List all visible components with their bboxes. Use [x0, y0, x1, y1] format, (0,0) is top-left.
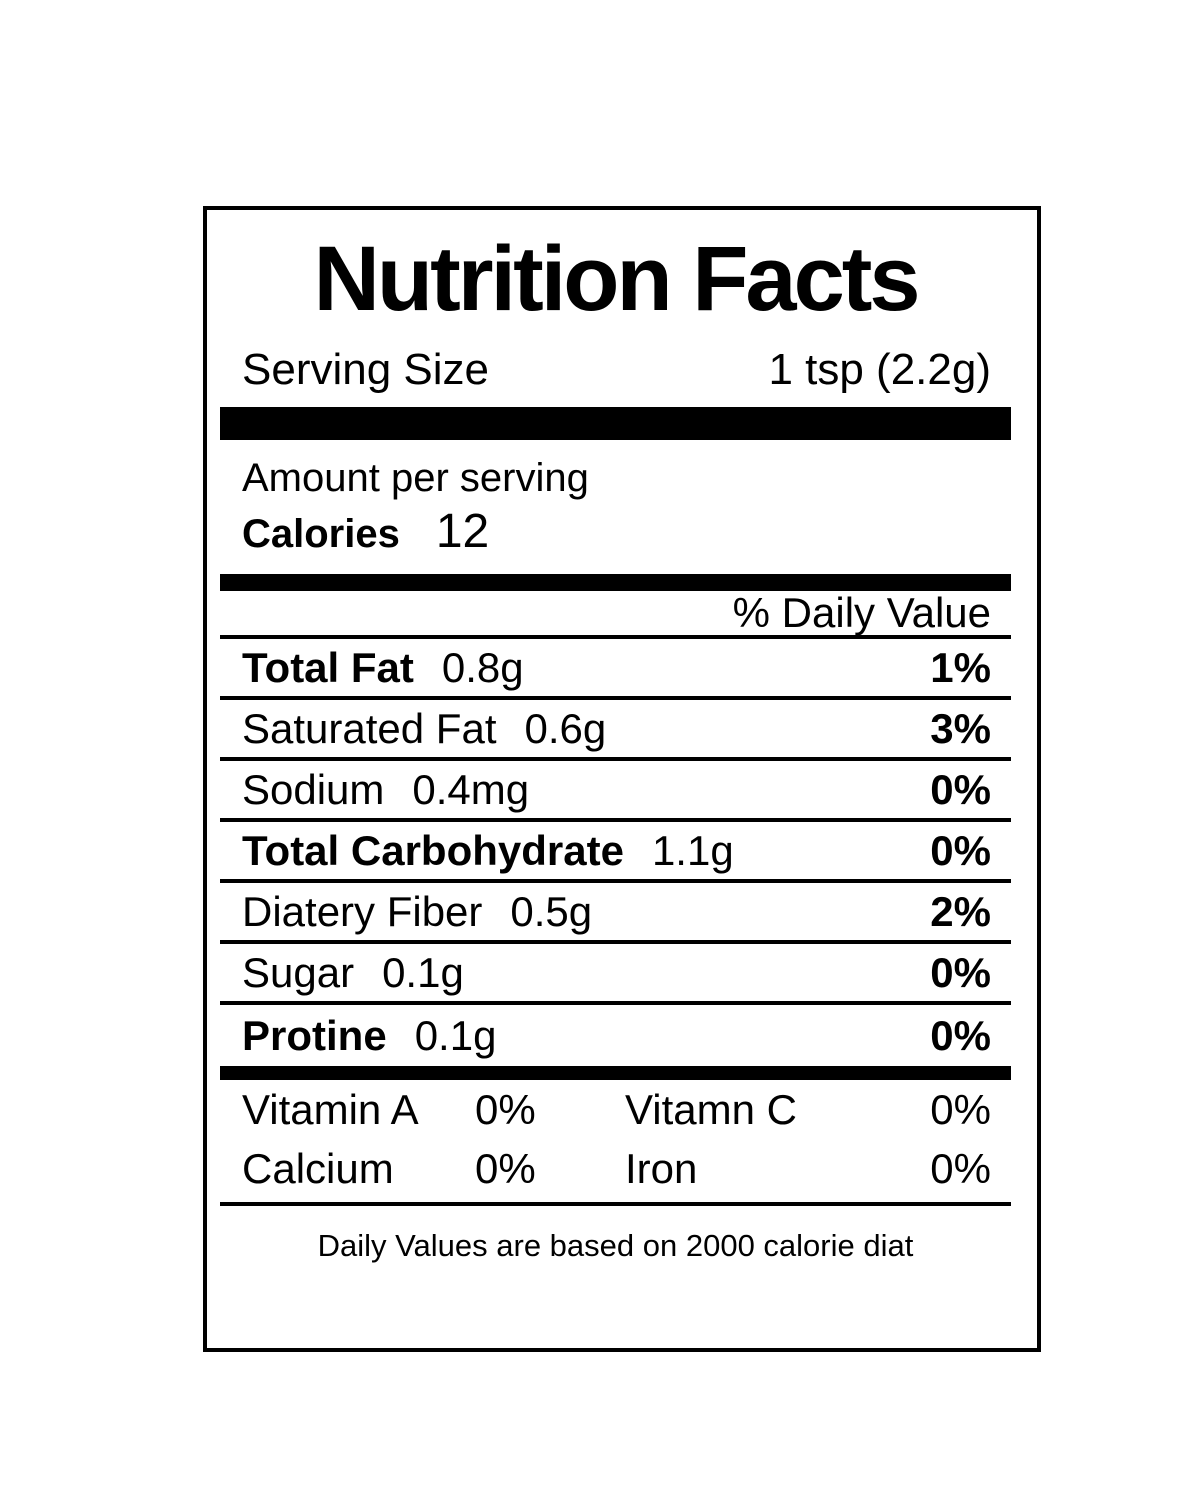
label-content: [220, 230, 1011, 1264]
nutrient-row-dietary-fiber: [220, 883, 1011, 944]
micronutrient-row-2: [220, 1139, 1011, 1198]
micronutrient-value: 0%: [930, 1085, 991, 1133]
nutrient-row-sugar: [220, 944, 1011, 1005]
micronutrient-value: 0%: [930, 1144, 991, 1192]
nutrient-name-group: [242, 1012, 496, 1060]
nutrient-amount: 0.8g: [441, 643, 524, 691]
daily-value-heading-row: [220, 591, 1011, 639]
micronutrient-name: Vitamin A: [242, 1085, 419, 1133]
nutrient-row-saturated-fat: [220, 700, 1011, 761]
nutrient-row-total-carbohydrate: [220, 822, 1011, 883]
nutrient-name-group: [242, 766, 529, 814]
nutrient-daily-value: 1%: [930, 643, 991, 691]
nutrient-row-sodium: [220, 761, 1011, 822]
nutrient-amount: 0.4mg: [412, 765, 530, 813]
nutrient-name-group: [242, 644, 524, 692]
nutrient-amount: 1.1g: [651, 826, 734, 874]
nutrient-daily-value: 0%: [930, 948, 991, 996]
micronutrient-name: Vitamn C: [625, 1085, 797, 1133]
thick-rule-bottom: [220, 1066, 1011, 1080]
nutrient-amount: 0.1g: [414, 1011, 497, 1059]
footnote: Daily Values are based on 2000 calorie diat: [317, 1228, 914, 1264]
nutrient-daily-value: 0%: [930, 826, 991, 874]
micronutrient-value: 0%: [475, 1144, 536, 1192]
nutrient-daily-value: 0%: [930, 765, 991, 813]
nutrient-row-protein: [220, 1005, 1011, 1066]
serving-size-value: 1 tsp (2.2g): [768, 345, 991, 395]
nutrient-daily-value: 0%: [930, 1011, 991, 1059]
nutrient-name: Sodium: [242, 765, 385, 813]
calories-value: 12: [435, 505, 490, 559]
nutrient-name-group: [242, 705, 606, 753]
thin-rule-footnote: [220, 1202, 1011, 1206]
nutrient-amount: 0.6g: [524, 704, 607, 752]
nutrient-name: Protine: [242, 1011, 387, 1059]
nutrient-name: Total Carbohydrate: [242, 826, 624, 874]
micronutrient-name: Iron: [625, 1144, 698, 1192]
nutrient-name-group: [242, 888, 592, 936]
nutrient-name-group: [242, 949, 464, 997]
label-title: Nutrition Facts: [313, 228, 918, 330]
nutrient-daily-value: 2%: [930, 887, 991, 935]
nutrition-facts-label: [203, 206, 1041, 1352]
nutrient-amount: 0.1g: [382, 948, 464, 996]
micronutrient-name: Calcium: [242, 1144, 394, 1192]
nutrient-name-group: [242, 827, 734, 875]
nutrient-name: Diatery Fiber: [242, 887, 483, 935]
nutrient-name: Sugar: [242, 948, 355, 996]
nutrient-row-total-fat: [220, 639, 1011, 700]
amount-per-serving-heading: Amount per serving: [242, 456, 589, 501]
serving-size-row: [220, 341, 1011, 399]
nutrient-name: Total Fat: [242, 643, 414, 691]
calories-row: [220, 504, 1011, 560]
calories-label: Calories: [242, 512, 400, 557]
daily-value-heading: % Daily Value: [732, 589, 991, 637]
micronutrient-row-1: [220, 1080, 1011, 1139]
nutrient-name: Saturated Fat: [242, 704, 497, 752]
micronutrient-value: 0%: [475, 1085, 536, 1133]
nutrient-amount: 0.5g: [510, 887, 593, 935]
serving-size-label: Serving Size: [242, 345, 490, 395]
nutrient-daily-value: 3%: [930, 704, 991, 752]
thick-rule-top: [220, 407, 1011, 440]
